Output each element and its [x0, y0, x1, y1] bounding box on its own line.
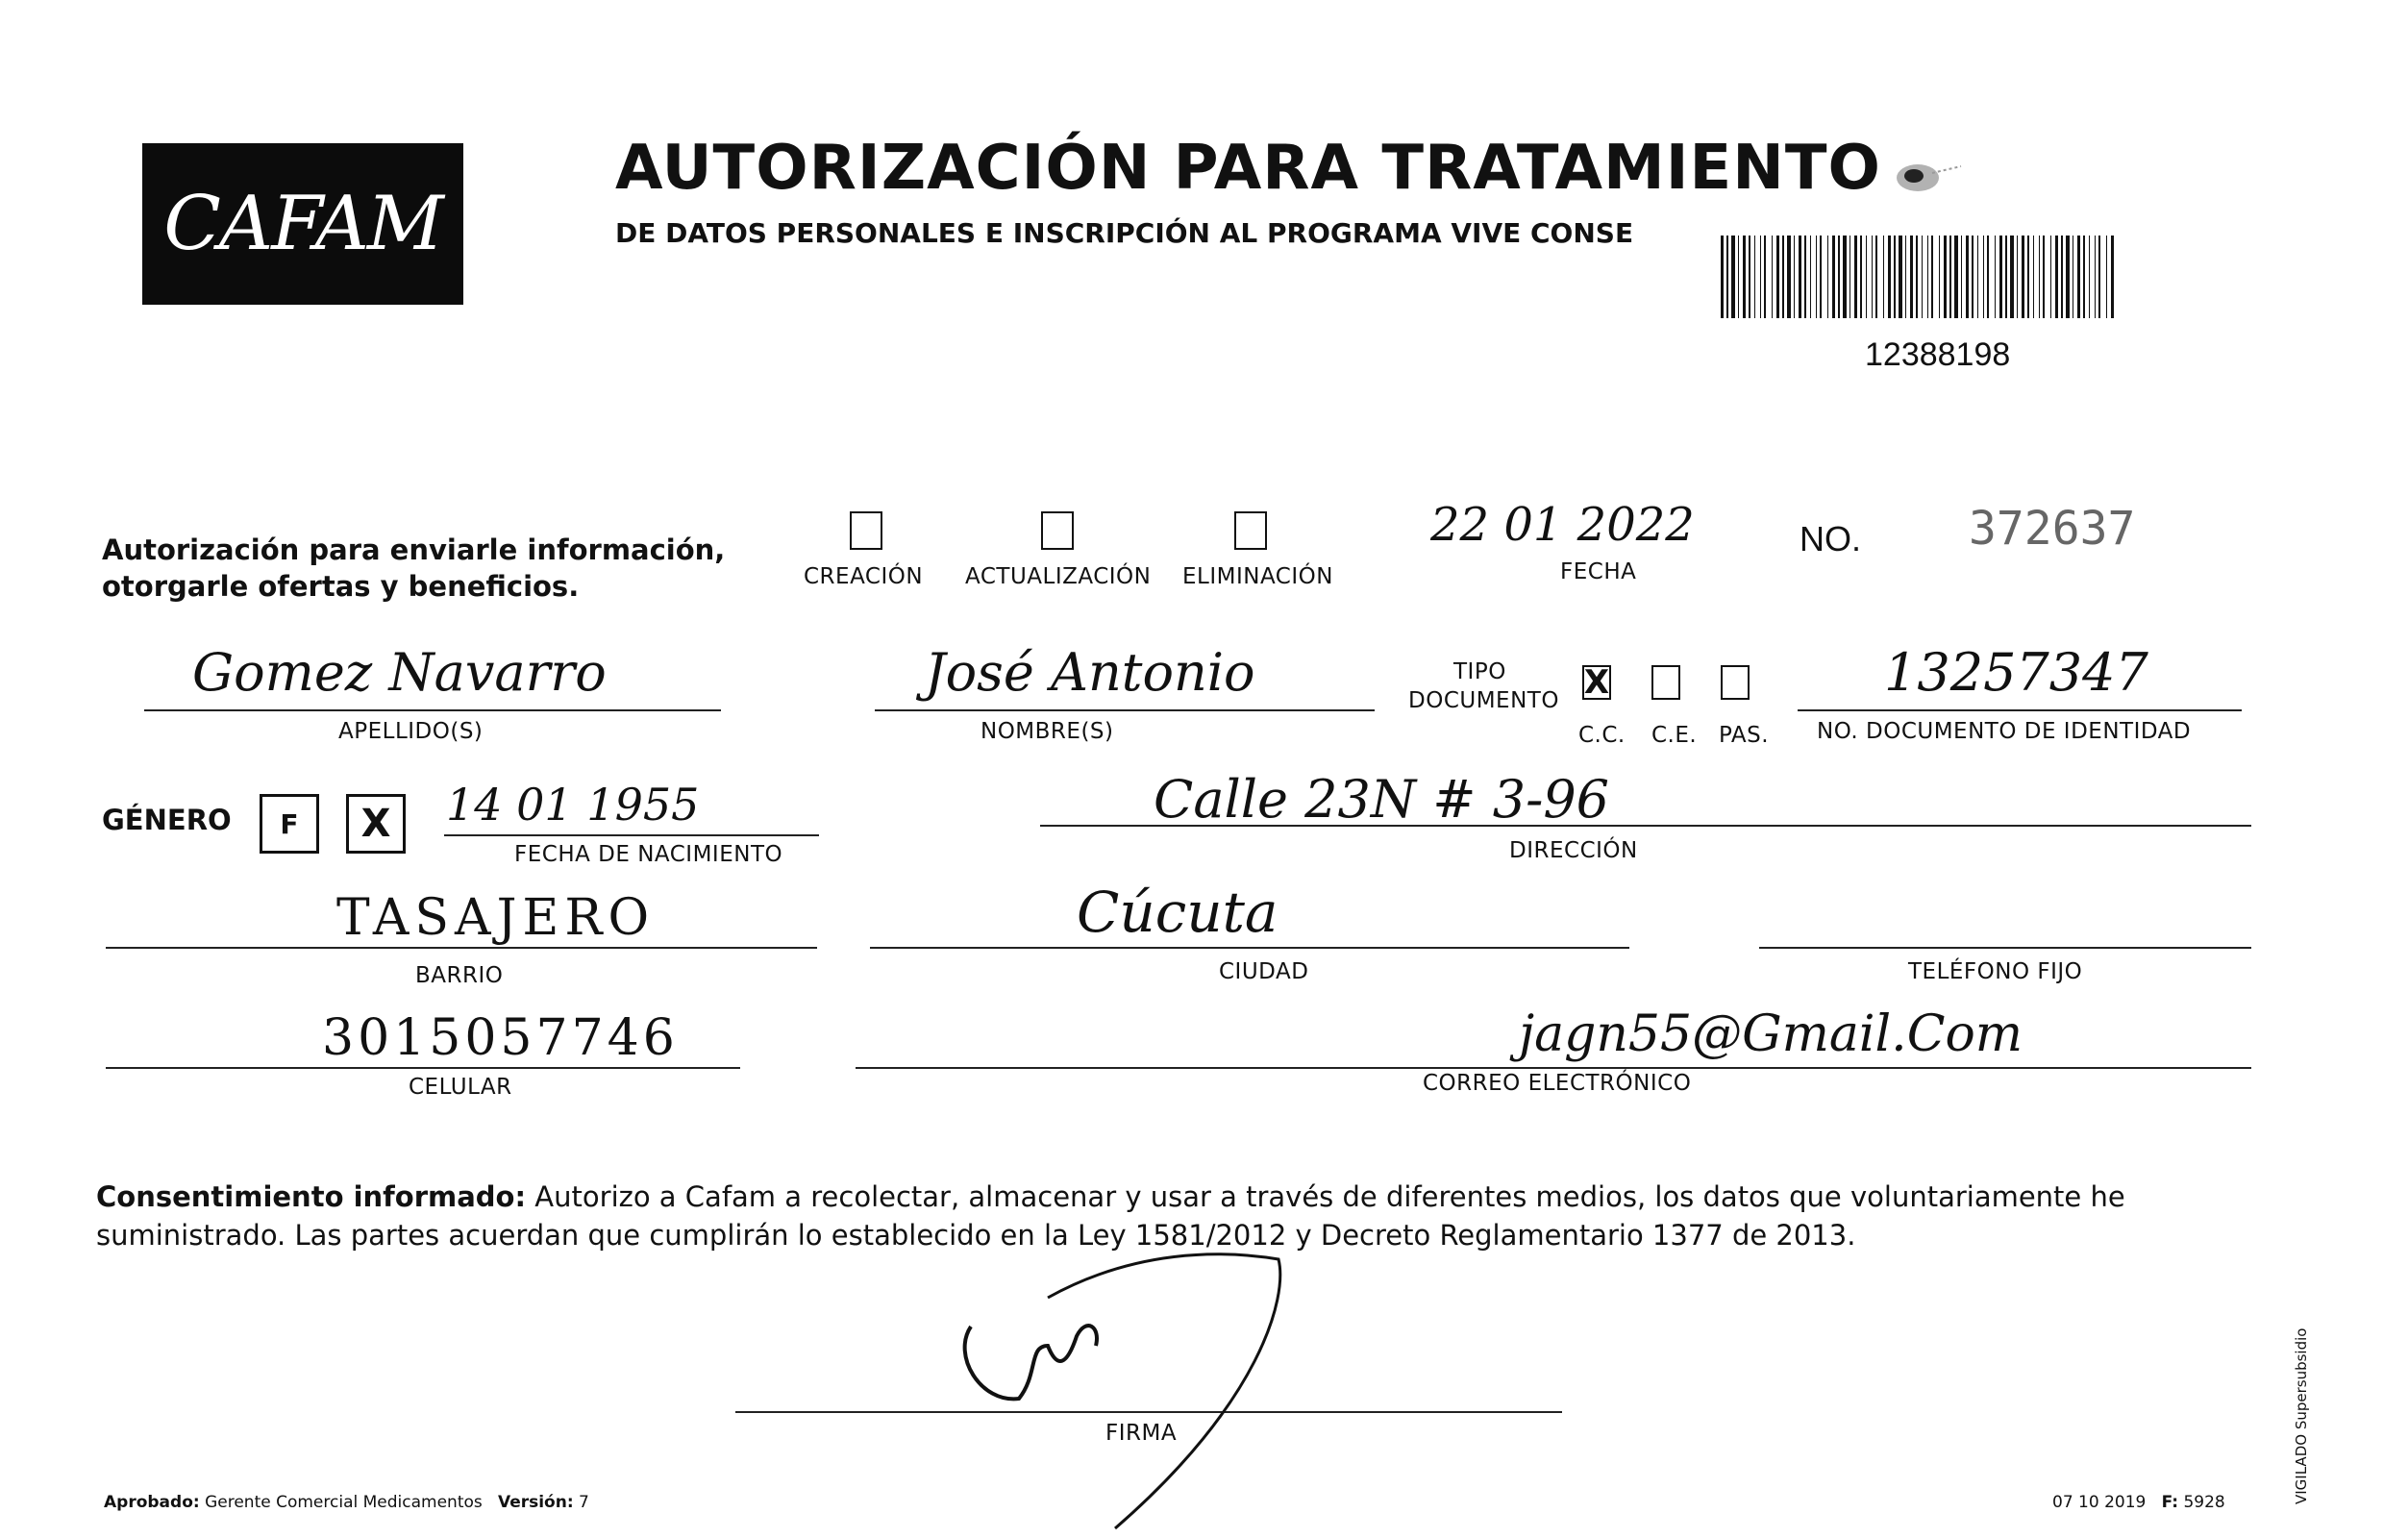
barcode-bar [1832, 236, 1835, 318]
no-label: NO. [1800, 519, 1862, 558]
apellidos-value: Gomez Navarro [192, 642, 607, 703]
authorization-label-line2: otorgarle ofertas y beneficios. [102, 570, 580, 603]
consent-text: Autorizo a Cafam a recolectar, almacenar y usar a través de diferentes medios, los datos que voluntariamente he suministrado. Las partes acuerdan que cumplirán lo establecido en la Ley 1581/2012 y Decreto Reglamentario 1377 de 2013. [96, 1180, 2125, 1252]
barcode-bar [2050, 236, 2051, 318]
barcode-bar [1866, 236, 1867, 318]
barcode-bar [1916, 236, 1918, 318]
barcode-bar [1999, 236, 2002, 318]
barcode-bar [1743, 236, 1746, 318]
pas-label: PAS. [1719, 723, 1770, 748]
nombre-value: José Antonio [925, 642, 1255, 703]
barcode-bar [1894, 236, 1896, 318]
authorization-label-line1: Autorización para enviarle información, [102, 533, 726, 566]
barcode-bar [1888, 236, 1891, 318]
barcode-bar [2089, 236, 2090, 318]
barcode-bar [2017, 236, 2018, 318]
barcode-bar [2083, 236, 2085, 318]
fecha-label: FECHA [1560, 559, 1637, 584]
barcode-bar [1872, 236, 1873, 318]
nombre-line [875, 709, 1375, 711]
no-value: 372637 [1969, 502, 2136, 556]
barcode-bar [1754, 236, 1755, 318]
ciudad-label: CIUDAD [1219, 959, 1309, 984]
barrio-line [106, 947, 817, 949]
barcode-bar [2077, 236, 2080, 318]
ce-label: C.E. [1651, 723, 1698, 748]
pas-checkbox[interactable] [1721, 665, 1750, 700]
barcode-bar [1810, 236, 1811, 318]
form-value: 5928 [2183, 1493, 2225, 1512]
barcode-bar [1860, 236, 1862, 318]
form-label: F: [2161, 1493, 2179, 1512]
celular-value: 3015057746 [322, 1009, 679, 1067]
ciudad-value: Cúcuta [1077, 880, 1278, 945]
tipo-documento-label-1: TIPO [1453, 659, 1506, 684]
authorization-label [102, 532, 725, 605]
barcode-bar [2111, 236, 2114, 318]
barcode-bar [2027, 236, 2029, 318]
barcode-bar [2066, 236, 2070, 318]
logo-text: CAFAM [163, 181, 442, 267]
barcode-bar [1922, 236, 1923, 318]
barcode-bar [1849, 236, 1850, 318]
apellidos-label: APELLIDO(S) [338, 719, 484, 744]
barcode-bar [1983, 236, 1984, 318]
barcode-bar [2022, 236, 2024, 318]
barcode-bar [1954, 236, 1958, 318]
barcode-bar [1987, 236, 1989, 318]
correo-value: jagn55@Gmail.Com [1519, 1005, 2023, 1063]
barcode-bar [2005, 236, 2007, 318]
barcode-bar [1721, 236, 1724, 318]
barcode-bar [1961, 236, 1962, 318]
genero-m-box[interactable] [346, 794, 406, 854]
actualizacion-checkbox[interactable] [1041, 511, 1074, 550]
barcode-bar [2055, 236, 2058, 318]
barrio-label: BARRIO [415, 963, 504, 988]
barcode-number: 12388198 [1865, 336, 2011, 373]
ce-checkbox[interactable] [1651, 665, 1680, 700]
creacion-checkbox[interactable] [850, 511, 882, 550]
version-label: Versión: [497, 1493, 574, 1512]
aprobado-value: Gerente Comercial Medicamentos [205, 1493, 483, 1512]
firma-label: FIRMA [1105, 1421, 1178, 1446]
ciudad-line [870, 947, 1629, 949]
documento-line [1798, 709, 2242, 711]
barcode-bar [2106, 236, 2107, 318]
barcode-bar [1905, 236, 1906, 318]
barcode-bar [1939, 236, 1940, 318]
barcode-bar [1794, 236, 1795, 318]
barcode-bar [1799, 236, 1801, 318]
aprobado-label: Aprobado: [104, 1493, 200, 1512]
nombre-label: NOMBRE(S) [981, 719, 1114, 744]
stamp-smudge-icon [1879, 149, 1966, 202]
barcode-bar [1764, 236, 1766, 318]
tipo-documento-label-2: DOCUMENTO [1408, 688, 1559, 713]
barcode-bar [1787, 236, 1791, 318]
barcode-bar [1731, 236, 1735, 318]
barcode-bar [1949, 236, 1951, 318]
cafam-logo [142, 143, 463, 305]
barrio-value: TASAJERO [336, 889, 656, 947]
document-subtitle: DE DATOS PERSONALES E INSCRIPCIÓN AL PROGRAMA VIVE CONSE [615, 217, 1634, 249]
barcode-bar [1760, 236, 1761, 318]
fecha-nacimiento-line [444, 834, 819, 836]
cc-label: C.C. [1578, 723, 1626, 748]
correo-line [856, 1067, 2251, 1069]
barcode-bar [1776, 236, 1779, 318]
actualizacion-label: ACTUALIZACIÓN [965, 564, 1152, 589]
creacion-label: CREACIÓN [804, 564, 924, 589]
barcode-bar [2010, 236, 2014, 318]
cc-mark: X [1583, 663, 1610, 702]
barcode-bar [1854, 236, 1857, 318]
document-title: AUTORIZACIÓN PARA TRATAMIENTO [615, 133, 1881, 204]
version-value: 7 [579, 1493, 589, 1512]
vigilado-vertical-text: VIGILADO Supersubsidio [2293, 1327, 2310, 1504]
cc-checkbox[interactable] [1582, 665, 1611, 700]
genero-m-mark: X [360, 802, 391, 846]
barcode-bar [1816, 236, 1817, 318]
direccion-label: DIRECCIÓN [1509, 838, 1638, 863]
barcode-bar [1899, 236, 1902, 318]
barcode-bar [2043, 236, 2045, 318]
documento-value: 13257347 [1884, 642, 2148, 703]
eliminacion-checkbox[interactable] [1234, 511, 1267, 550]
barcode-bar [1966, 236, 1969, 318]
barcode-bar [1804, 236, 1806, 318]
documento-label: NO. DOCUMENTO DE IDENTIDAD [1817, 719, 2192, 744]
barcode-bar [1910, 236, 1913, 318]
barcode-bar [1875, 236, 1877, 318]
barcode-bar [1827, 236, 1828, 318]
barcode-bar [1944, 236, 1947, 318]
barcode-bar [2033, 236, 2034, 318]
barcode-bar [1749, 236, 1750, 318]
telefono-label: TELÉFONO FIJO [1908, 959, 2083, 984]
handwritten-signature [942, 1211, 1346, 1538]
barcode-bar [1782, 236, 1784, 318]
barcode-bar [1995, 236, 1996, 318]
telefono-line [1759, 947, 2251, 949]
fecha-nacimiento-label: FECHA DE NACIMIENTO [514, 842, 783, 867]
footer-aprobado [104, 1493, 589, 1512]
barcode-bar [1738, 236, 1739, 318]
barcode-bar [1726, 236, 1728, 318]
barcode-bar [1838, 236, 1840, 318]
barcode-bar [2061, 236, 2063, 318]
barcode-bar [2098, 236, 2100, 318]
barcode-bar [2095, 236, 2096, 318]
correo-label: CORREO ELECTRÓNICO [1423, 1071, 1692, 1096]
barcode-bar [1977, 236, 1978, 318]
genero-f-box[interactable] [260, 794, 319, 854]
direccion-value: Calle 23N # 3-96 [1154, 769, 1610, 830]
barcode-bar [1843, 236, 1847, 318]
barcode-bar [2039, 236, 2040, 318]
barcode-icon [1721, 236, 2115, 318]
barcode-bar [1883, 236, 1884, 318]
barcode-bar [1931, 236, 1933, 318]
celular-label: CELULAR [409, 1075, 512, 1100]
consent-lead: Consentimiento informado: [96, 1180, 527, 1213]
celular-line [106, 1067, 740, 1069]
apellidos-line [144, 709, 721, 711]
fecha-nacimiento-value: 14 01 1955 [446, 779, 700, 831]
barcode-bar [1972, 236, 1974, 318]
genero-f-label: F [280, 807, 299, 840]
barcode-bar [1820, 236, 1822, 318]
genero-label: GÉNERO [102, 804, 232, 836]
footer-form-info [2052, 1493, 2225, 1512]
eliminacion-label: ELIMINACIÓN [1182, 564, 1333, 589]
barcode-bar [1927, 236, 1928, 318]
footer-date: 07 10 2019 [2052, 1493, 2147, 1512]
barcode-bar [1772, 236, 1773, 318]
fecha-value: 22 01 2022 [1430, 498, 1695, 552]
